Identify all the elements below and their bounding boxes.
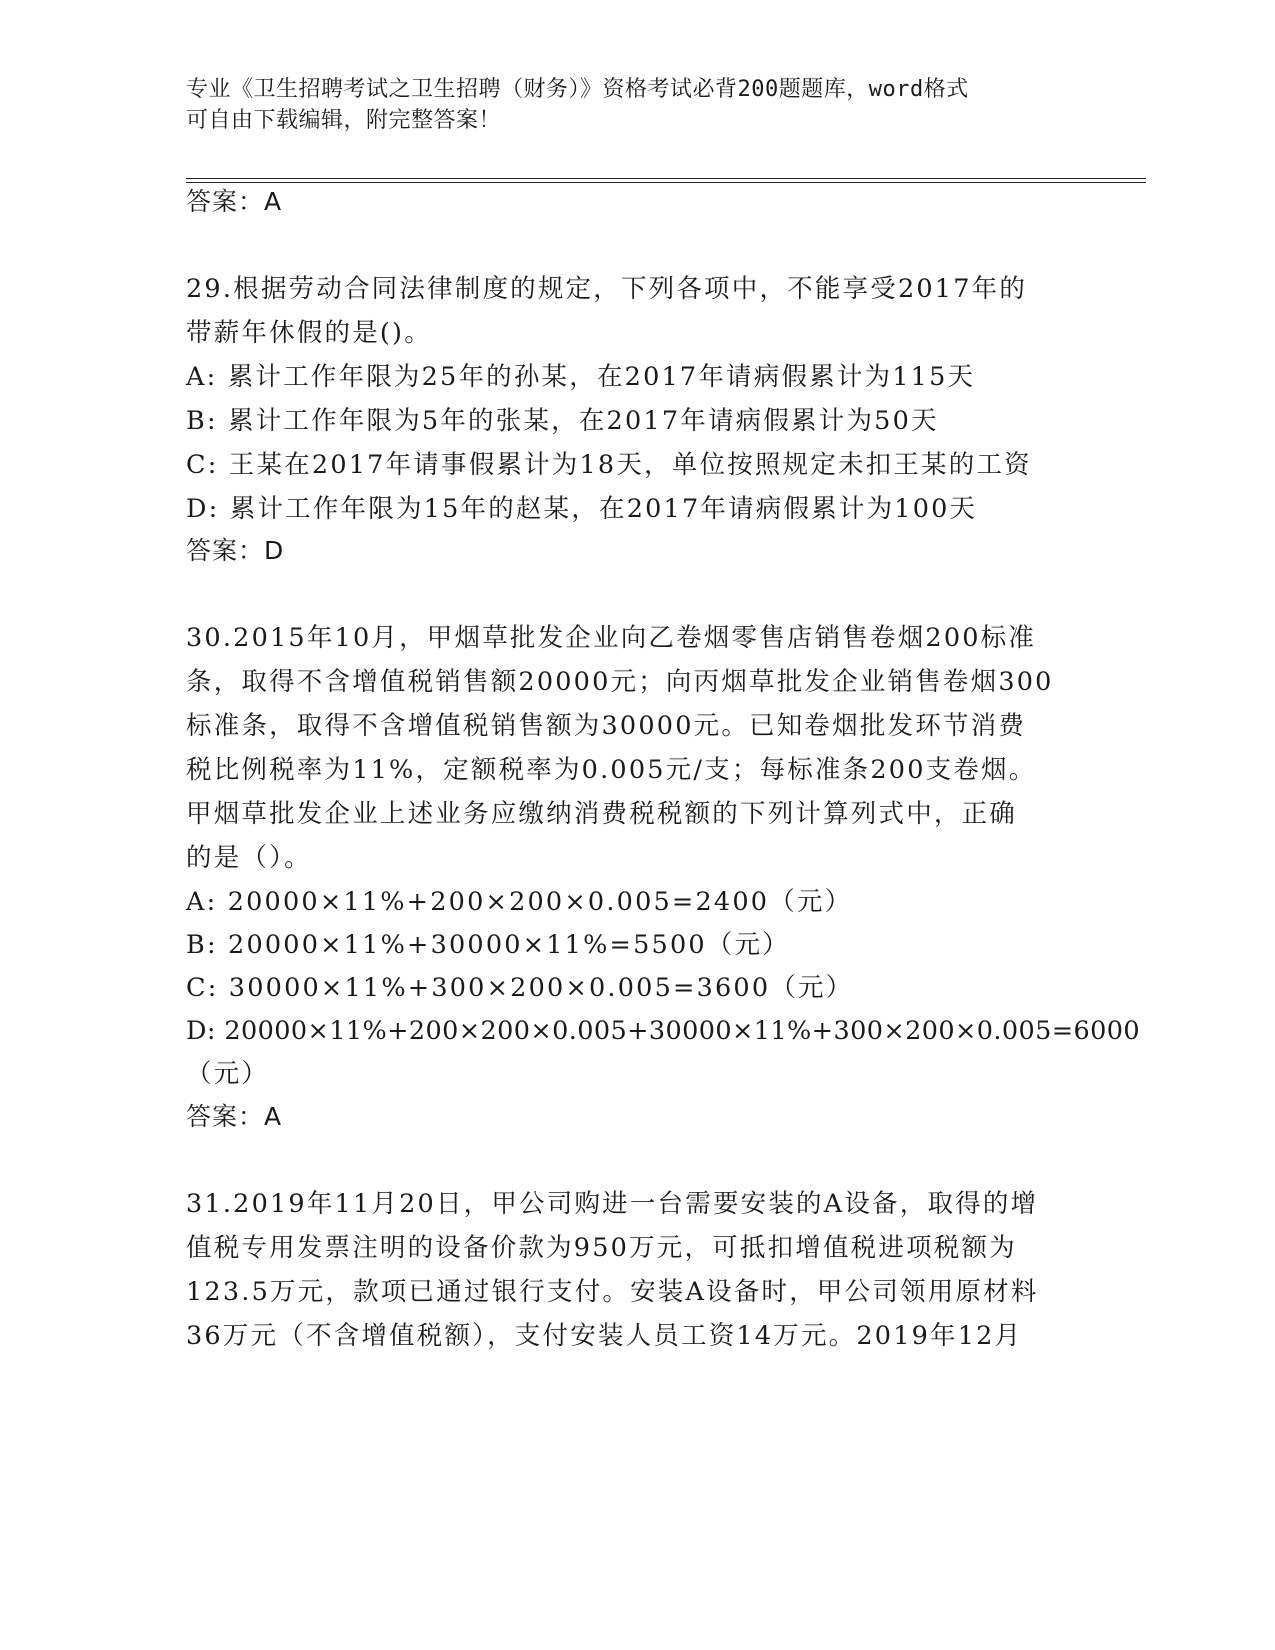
question-29-option-b: B: 累计工作年限为5年的张某，在2017年请病假累计为50天 xyxy=(186,406,939,436)
question-31-stem-line-4: 36万元（不含增值税额），支付安装人员工资14万元。2019年12月 xyxy=(186,1321,1023,1351)
question-30-stem-line-1: 30.2015年10月，甲烟草批发企业向乙卷烟零售店销售卷烟200标准 xyxy=(186,623,1037,653)
header-title-line-1: 专业《卫生招聘考试之卫生招聘（财务）》资格考试必背200题题库，word格式 xyxy=(186,77,969,102)
document-header xyxy=(186,74,1086,136)
answer-28: 答案：A xyxy=(186,187,283,216)
question-30-option-c: C: 30000×11%+300×200×0.005=3600（元） xyxy=(186,973,854,1003)
question-31-stem-line-3: 123.5万元，款项已通过银行支付。安装A设备时，甲公司领用原材料 xyxy=(186,1277,1039,1307)
question-30-option-a: A: 20000×11%+200×200×0.005=2400（元） xyxy=(186,887,853,917)
question-30-option-b: B: 20000×11%+30000×11%=5500（元） xyxy=(186,930,790,960)
question-31-stem-line-1: 31.2019年11月20日，甲公司购进一台需要安装的A设备，取得的增 xyxy=(186,1189,1039,1219)
question-30-option-d-continued: （元） xyxy=(186,1059,270,1089)
question-29-stem-line-2: 带薪年休假的是()。 xyxy=(186,318,432,348)
question-30-answer: 答案：A xyxy=(186,1102,283,1131)
question-29-option-a: A: 累计工作年限为25年的孙某，在2017年请病假累计为115天 xyxy=(186,362,976,392)
question-30-stem-line-2: 条，取得不含增值税销售额20000元；向丙烟草批发企业销售卷烟300 xyxy=(186,667,1054,697)
question-30-stem-line-4: 税比例税率为11%，定额税率为0.005元/支；每标准条200支卷烟。 xyxy=(186,755,1037,785)
header-rule-bottom xyxy=(186,182,1146,183)
header-title-line-2: 可自由下载编辑，附完整答案！ xyxy=(186,108,502,133)
question-29-stem-line-1: 29.根据劳动合同法律制度的规定，下列各项中，不能享受2017年的 xyxy=(186,274,1028,304)
question-29-option-d: D: 累计工作年限为15年的赵某，在2017年请病假累计为100天 xyxy=(186,494,978,524)
header-rule-top xyxy=(186,178,1146,179)
question-29-option-c: C: 王某在2017年请事假累计为18天，单位按照规定未扣王某的工资 xyxy=(186,450,1032,480)
question-30-stem-line-5: 甲烟草批发企业上述业务应缴纳消费税税额的下列计算列式中，正确 xyxy=(186,799,1018,829)
question-29-answer: 答案：D xyxy=(186,536,285,565)
question-30-stem-line-3: 标准条，取得不含增值税销售额为30000元。已知卷烟批发环节消费 xyxy=(186,711,1027,741)
question-30-option-d: D: 20000×11%+200×200×0.005+30000×11%+300×200×0.005=6000 xyxy=(186,1016,1140,1046)
question-31-stem-line-2: 值税专用发票注明的设备价款为950万元，可抵扣增值税进项税额为 xyxy=(186,1233,1017,1263)
question-30-stem-line-6: 的是（）。 xyxy=(186,843,312,873)
